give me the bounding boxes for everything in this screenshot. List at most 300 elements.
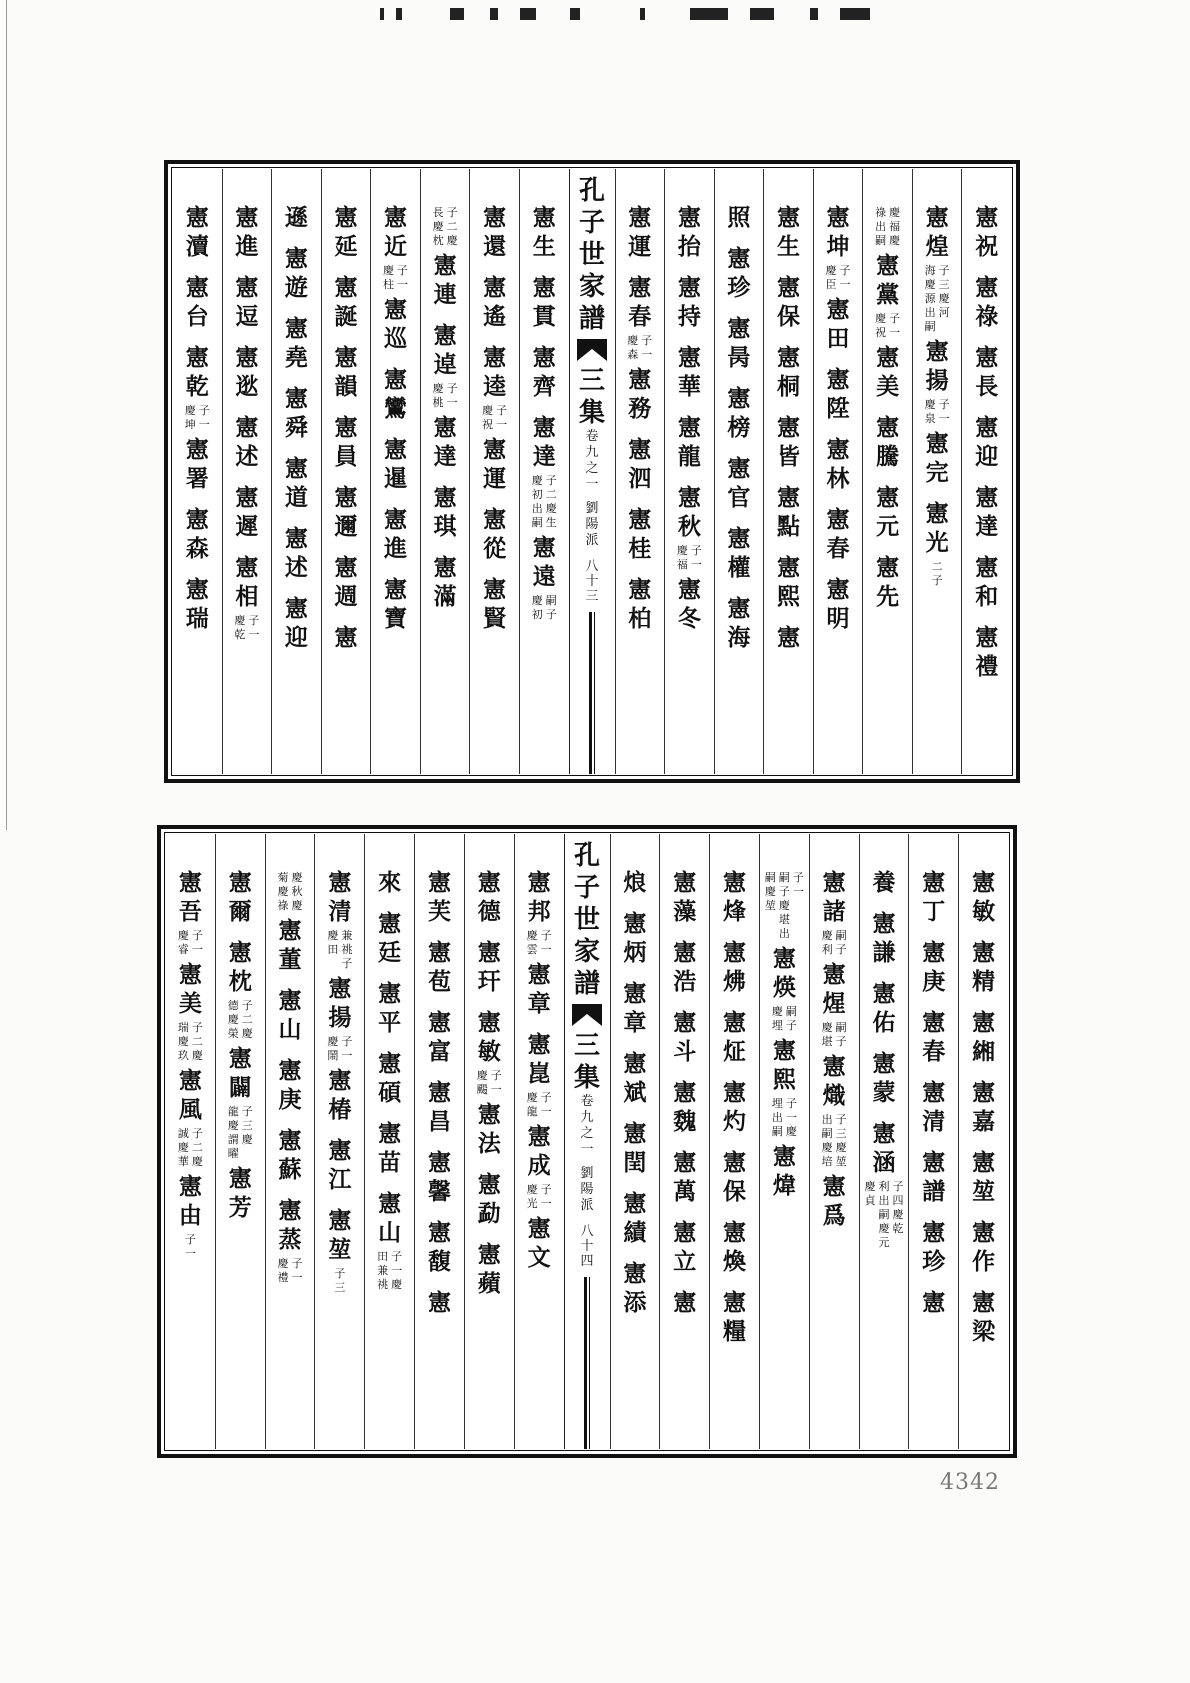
note-char: 慶 [476,1069,488,1082]
name-char: 庚 [922,968,946,995]
note-char: 出 [878,1194,890,1207]
note-char: 乾 [234,628,246,641]
volume-char: 一 [580,1142,594,1157]
annotation-note [826,264,851,292]
name-char: 憲 [532,534,556,561]
name-char: 憲 [628,204,652,231]
note-line [786,1097,797,1139]
note-char: 慶 [177,929,189,942]
note-char: 嗣 [878,1208,890,1221]
name-char: 邇 [334,513,358,540]
name-char: 堃 [972,1178,996,1205]
genealogy-panel-top [164,160,1020,783]
name-char: 憲 [975,414,999,441]
name-char: 逖 [235,373,259,400]
person-name [428,1008,451,1066]
person-name [384,295,407,353]
name-char: 枕 [228,968,252,995]
note-char: 子 [540,1183,552,1196]
person-name [975,343,998,401]
note-line [228,999,239,1041]
name-char: 憲 [972,1009,996,1036]
note-char: 慶 [383,264,395,277]
name-char: 光 [925,529,949,556]
name-char: 由 [178,1202,202,1229]
name-char: 煒 [772,1172,796,1199]
name-char: 迎 [975,443,999,470]
note-line [793,871,804,941]
note-char: 慶 [446,234,458,247]
name-char: 法 [477,1130,501,1157]
name-char: 憲 [822,869,846,896]
page-number: 4342 [940,1470,1000,1495]
person-name [483,273,506,331]
name-char: 憲 [623,1050,647,1077]
name-char: 憲 [328,975,352,1002]
name-char: 謙 [872,939,896,966]
person-name [334,413,357,471]
person-name [727,203,750,232]
person-name [773,1142,796,1200]
name-char: 連 [433,281,457,308]
name-char: 憲 [623,1120,647,1147]
genealogy-column [321,169,371,774]
name-char: 持 [677,303,701,330]
name-char: 憲 [727,455,751,482]
note-char: 慶 [241,1133,253,1146]
person-name [384,203,407,261]
note-char: 慶 [875,312,887,325]
name-char: 堃 [328,1236,352,1263]
name-char: 憲 [677,344,701,371]
person-name [623,1049,646,1107]
name-char: 憲 [972,1219,996,1246]
note-char: 子 [341,1035,353,1048]
person-name [478,868,501,926]
person-name [384,435,407,493]
name-char: 憲 [972,1079,996,1106]
name-char: 先 [876,583,900,610]
note-char: 子 [545,608,557,621]
person-name [922,1078,945,1136]
note-char: 慶 [771,1005,783,1018]
name-char: 春 [826,535,850,562]
note-char: 慶 [938,292,950,305]
name-char: 梁 [972,1318,996,1345]
name-char: 憲 [776,204,800,231]
name-char: 憲 [822,1053,846,1080]
person-name [777,483,800,541]
name-char: 諸 [822,898,846,925]
person-name [673,938,696,996]
person-name [972,1218,995,1276]
note-line [327,1035,338,1063]
branch-char: 陽 [585,517,599,532]
note-line [925,398,936,426]
note-char: 慶 [432,382,444,395]
name-char: 憲 [922,1219,946,1246]
name-char: 馥 [427,1248,451,1275]
annotation-note [477,1069,502,1097]
name-char: 憲 [384,366,408,393]
name-char: 憲 [826,576,850,603]
note-char: 田 [377,1250,389,1263]
note-line [178,1127,189,1169]
name-char: 憲 [532,344,556,371]
name-char: 滿 [433,583,457,610]
name-char: 憲 [284,315,308,342]
note-char: 一 [938,412,950,425]
name-char: 禮 [975,653,999,680]
name-char: 憲 [972,869,996,896]
note-char: 慶 [291,899,303,912]
note-line [192,929,203,957]
genealogy-column [364,834,414,1449]
note-char: 嗣 [545,594,557,607]
name-char: 清 [328,898,352,925]
name-char: 員 [334,443,358,470]
note-char: 子 [397,264,409,277]
note-char: 一 [391,1264,403,1277]
person-name [628,273,651,331]
note-char: 子 [785,1097,797,1110]
name-char: 憲 [677,204,701,231]
name-char: 熾 [822,1082,846,1109]
note-char: 慶 [277,885,289,898]
name-char: 糧 [723,1318,747,1345]
annotation-note [377,1250,402,1292]
name-char: 憲 [483,204,507,231]
name-char: 憲 [776,344,800,371]
person-name [673,1288,696,1317]
person-name [975,203,998,261]
note-char: 龍 [227,1105,239,1118]
name-char: 憲 [628,274,652,301]
note-char: 慶 [676,544,688,557]
name-char: 憲 [776,624,800,651]
note-char: 子 [641,334,653,347]
book-title-char: 家 [578,272,605,302]
note-line [836,929,847,957]
person-name [777,203,800,261]
name-char: 憲 [378,910,402,937]
note-line [641,334,652,362]
person-name [334,203,357,261]
name-char: 憲 [532,274,556,301]
genealogy-column [414,834,464,1449]
note-line [278,1257,289,1285]
note-char: 子 [835,1035,847,1048]
person-name [334,553,357,611]
name-char: 憲 [334,554,358,581]
person-name [428,1288,451,1317]
note-line [889,312,900,340]
name-char: 憲 [723,939,747,966]
annotation-note [822,1021,847,1049]
branch-char: 派 [585,533,599,548]
name-char: 成 [527,1152,551,1179]
person-name [285,314,308,372]
note-char: 子 [690,544,702,557]
genealogy-column [813,169,863,774]
annotation-note [185,404,210,432]
name-char: 江 [328,1166,352,1193]
note-char: 一 [490,1083,502,1096]
note-char: 田 [327,943,339,956]
name-char: 憲 [228,869,252,896]
name-char: 賢 [483,605,507,632]
note-char: 子 [198,404,210,417]
note-line [242,999,253,1041]
note-line [185,1233,196,1261]
name-char: 揚 [925,367,949,394]
collection-char: 集 [573,1063,600,1093]
note-char: 子 [490,1069,502,1082]
person-name [727,594,750,652]
note-line [496,404,507,432]
note-char: 慶 [191,1155,203,1168]
name-char: 添 [623,1289,647,1316]
note-line [334,1267,345,1295]
note-line [541,1091,552,1119]
book-title-char: 世 [578,240,605,270]
person-name [827,435,850,493]
genealogy-column [961,169,1011,774]
name-char: 憲 [384,296,408,323]
note-char: 嗣 [924,320,936,333]
name-char: 憲 [328,869,352,896]
name-char: 緗 [972,1038,996,1065]
note-line [178,929,189,957]
person-name [623,979,646,1037]
note-char: 祝 [875,326,887,339]
person-name [378,979,401,1037]
note-char: 慶 [291,871,303,884]
name-char: 乾 [185,373,209,400]
person-name [678,413,701,471]
note-line [826,264,837,292]
name-char: 憲 [727,525,751,552]
name-char: 清 [922,1108,946,1135]
name-char: 憲 [532,414,556,441]
note-char: 三 [241,1119,253,1132]
note-char: 鬧 [327,1049,339,1062]
name-char: 憲 [178,961,202,988]
note-char: 慶 [889,206,901,219]
note-char: 光 [526,1197,538,1210]
annotation-note [234,614,259,642]
person-name [678,273,701,331]
name-char: 章 [527,990,551,1017]
person-name [533,273,556,331]
note-line [878,1180,889,1250]
person-name [328,868,351,926]
note-char: 貞 [864,1194,876,1207]
note-char: 慶 [531,594,543,607]
name-char: 憲 [185,344,209,371]
name-char: 逗 [235,303,259,330]
note-char: 慶 [327,1035,339,1048]
genealogy-column [664,169,714,774]
name-char: 憲 [235,414,259,441]
person-name [972,1288,995,1346]
name-char: 揚 [328,1004,352,1031]
name-char: 憲 [772,1143,796,1170]
panel-columns [166,834,1008,1449]
name-char: 騰 [876,443,900,470]
name-char: 進 [384,535,408,562]
note-char: 祿 [875,206,887,219]
annotation-note [677,544,702,572]
name-char: 憲 [384,204,408,231]
name-char: 憲 [228,939,252,966]
person-name [628,203,651,261]
note-line [341,1035,352,1063]
note-line [822,929,833,957]
name-char: 述 [284,554,308,581]
person-name [235,203,258,261]
note-char: 誠 [177,1127,189,1140]
person-name [528,1030,551,1088]
person-name [483,203,506,261]
note-char: 二 [446,220,458,233]
note-char: 慶 [526,929,538,942]
person-name [279,1196,302,1254]
name-char: 憲 [628,436,652,463]
name-char: 憲 [235,344,259,371]
name-char: 譜 [922,1178,946,1205]
person-name [334,343,357,401]
note-char: 泉 [924,412,936,425]
name-char: 憲 [483,576,507,603]
person-name [186,203,209,261]
person-name [723,1288,746,1346]
person-name [673,1218,696,1276]
note-line [341,929,352,971]
name-char: 涵 [872,1149,896,1176]
person-name [872,1049,895,1107]
person-name [483,343,506,401]
name-char: 憲 [975,274,999,301]
person-name [975,623,998,681]
person-name [777,343,800,401]
note-char: 一 [889,326,901,339]
note-char: 子 [545,474,557,487]
note-line [677,544,688,572]
person-name [727,384,750,442]
name-char: 平 [378,1009,402,1036]
name-char: 憲 [284,455,308,482]
name-char: 憲 [284,385,308,412]
name-char: 貫 [532,303,556,330]
annotation-note [765,871,804,941]
name-char: 浩 [673,968,697,995]
name-char: 海 [727,624,751,651]
person-name [483,435,506,493]
person-name [922,1288,945,1317]
name-char: 憲 [284,595,308,622]
name-char: 憲 [876,484,900,511]
name-char: 憲 [972,1149,996,1176]
person-name [478,1100,501,1158]
annotation-note [527,929,552,957]
person-name [434,321,457,379]
person-name [872,1119,895,1177]
person-name [334,483,357,541]
person-name [384,505,407,563]
annotation-note [433,206,458,248]
name-char: 憲 [727,385,751,412]
person-name [673,1078,696,1136]
name-char: 憲 [433,484,457,511]
note-char: 嗣 [835,929,847,942]
name-char: 憲 [334,484,358,511]
note-char: 堪 [821,1035,833,1048]
name-char: 生 [532,233,556,260]
note-char: 祝 [482,418,494,431]
person-name [378,1049,401,1107]
annotation-note [178,1127,203,1169]
note-char: 瑞 [177,1021,189,1034]
name-char: 煌 [925,233,949,260]
name-char: 憲 [527,961,551,988]
name-char: 芙 [427,898,451,925]
genealogy-column [469,169,519,774]
genealogy-column [862,169,912,774]
name-char: 憲 [876,344,900,371]
name-char: 憲 [872,910,896,937]
annotation-note [185,1233,196,1261]
note-char: 利 [821,943,833,956]
name-char: 敏 [972,898,996,925]
note-char: 出 [875,220,887,233]
name-char: 憲 [384,506,408,533]
person-name [827,575,850,633]
name-char: 憲 [972,1289,996,1316]
name-char: 春 [628,303,652,330]
person-name [478,1008,501,1066]
note-line [228,1105,239,1161]
note-line [248,614,259,642]
person-name [876,251,899,309]
person-name [279,1056,302,1114]
name-char: 蒸 [278,1226,302,1253]
person-name [723,868,746,926]
volume-char: 之 [585,461,599,476]
branch-char: 劉 [580,1166,594,1181]
name-char: 堯 [284,344,308,371]
note-char: 嗣 [785,1005,797,1018]
name-char: 憲 [328,1207,352,1234]
note-char: 慶 [432,220,444,233]
name-char: 憲 [723,1009,747,1036]
genealogy-column [464,834,514,1449]
note-line [383,264,394,292]
name-char: 憲 [628,576,652,603]
name-char: 遠 [532,563,556,590]
note-line [822,1021,833,1049]
name-char: 憲 [673,1149,697,1176]
name-char: 和 [975,583,999,610]
person-name [285,454,308,512]
note-char: 子 [248,614,260,627]
genealogy-column [714,169,764,774]
person-name [378,1119,401,1177]
note-char: 嗣 [771,1125,783,1138]
person-name [827,203,850,261]
person-name [528,1214,551,1272]
person-name [623,1119,646,1177]
